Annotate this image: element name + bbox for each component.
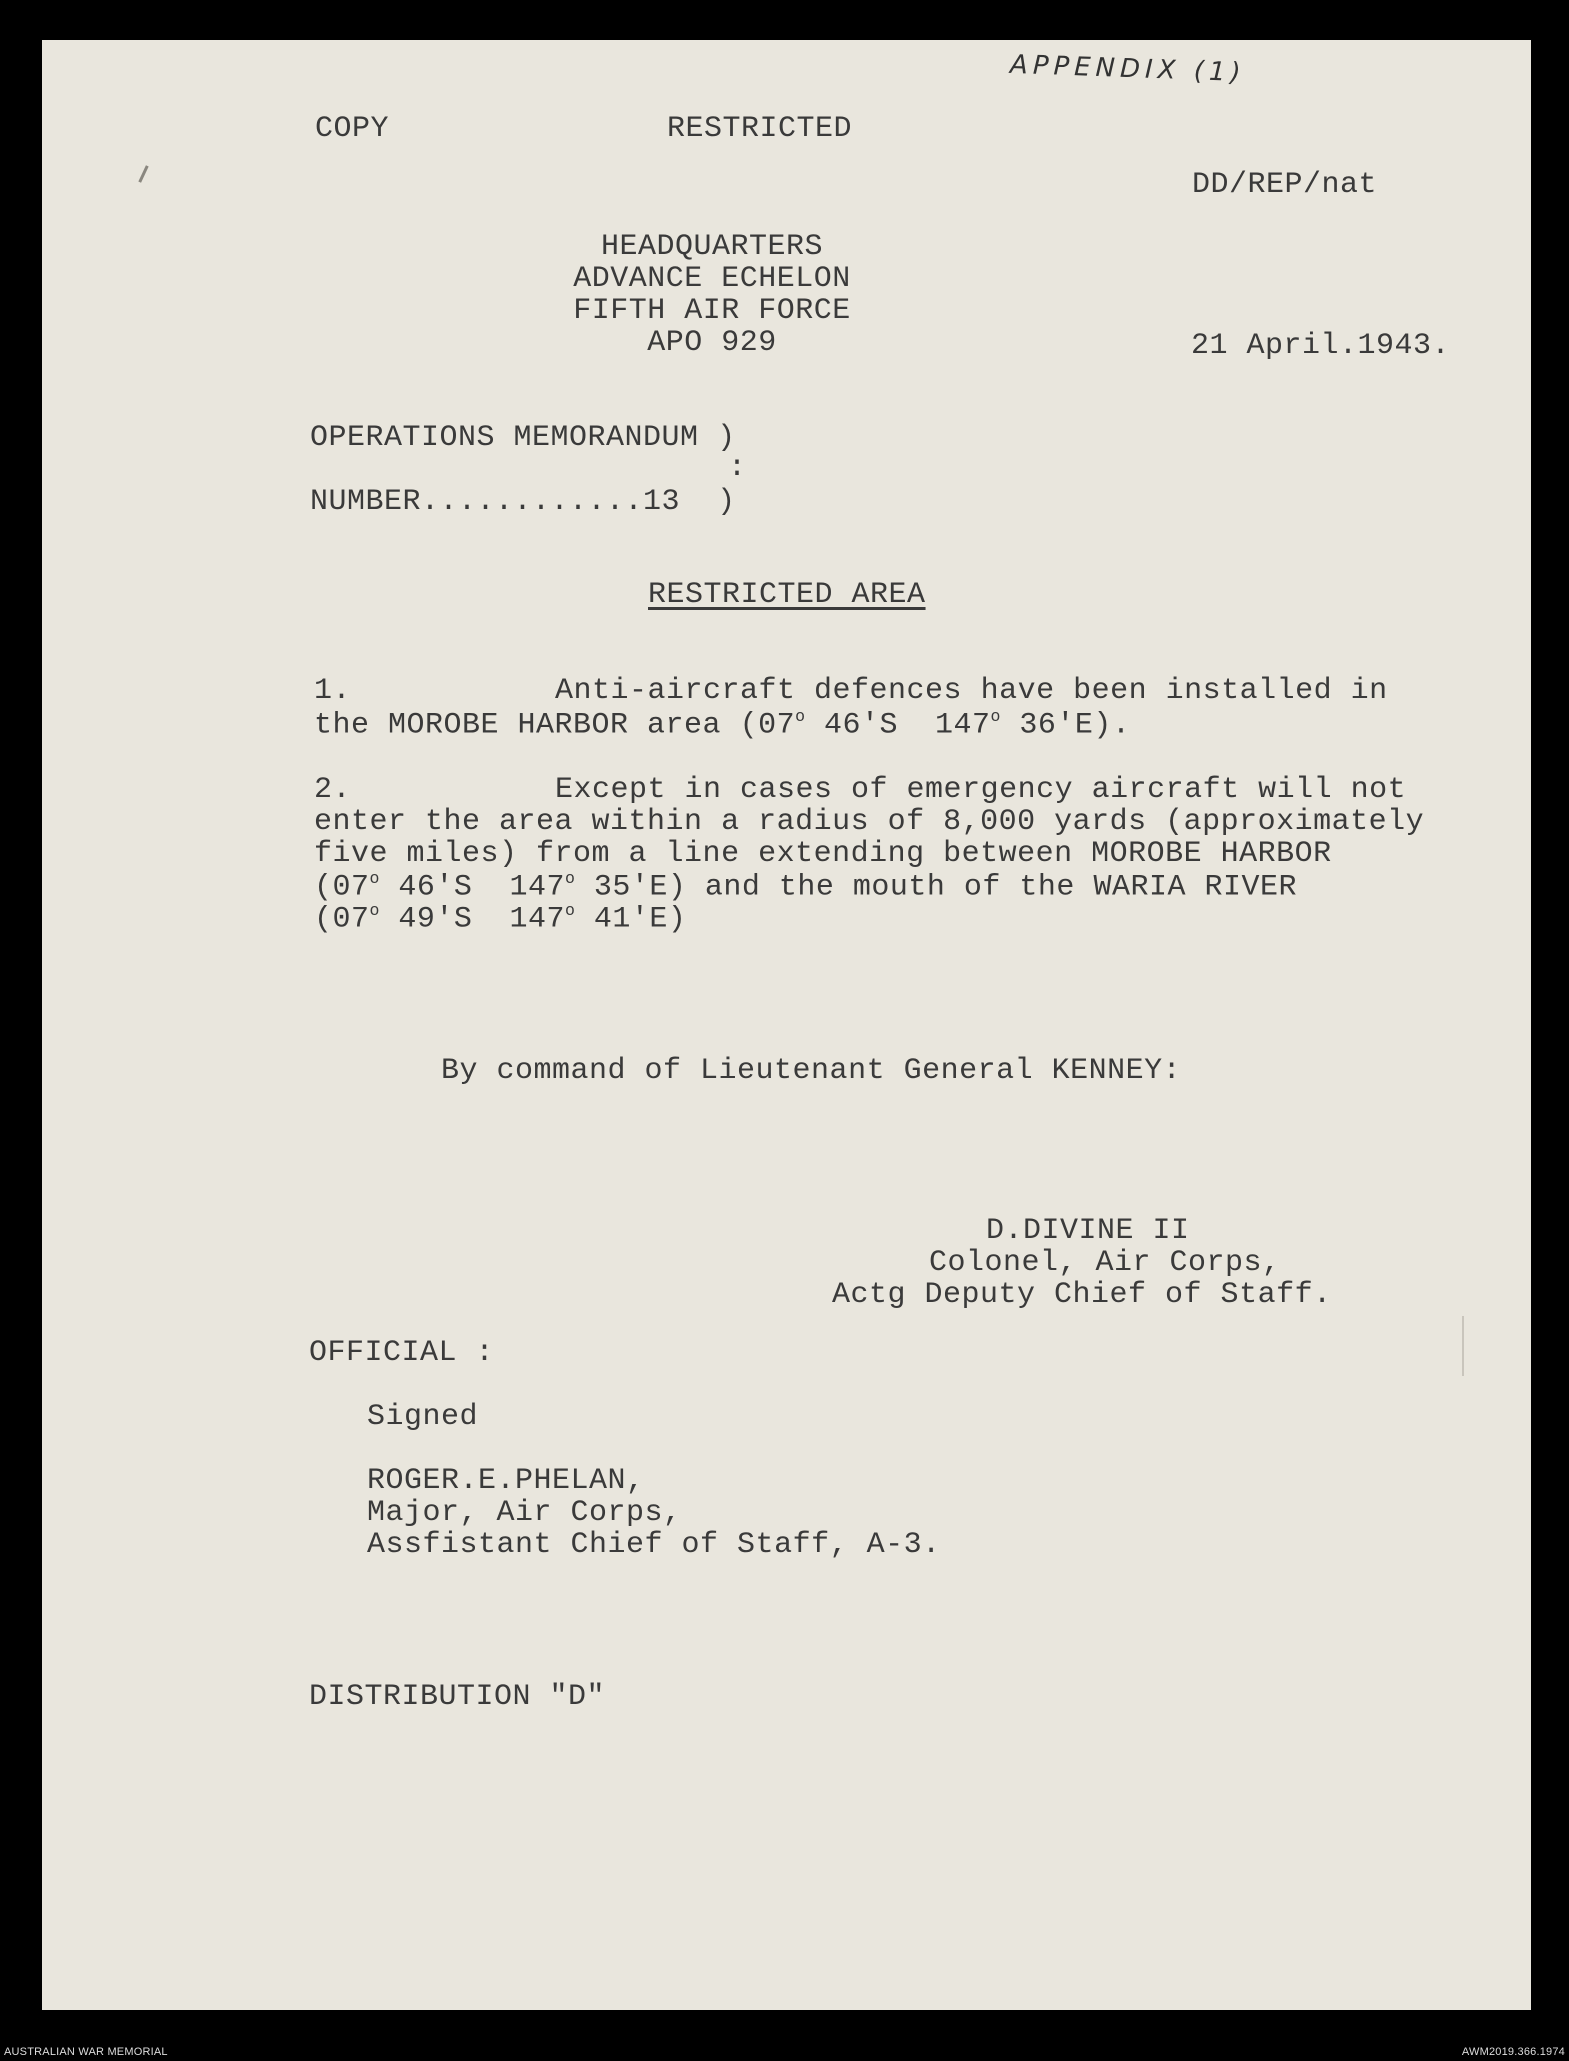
para2-line4: (07$^o$ 46'S 147$^o$ 35'E) and the mouth of the WARIA RIVER xyxy=(314,869,1297,905)
hq-line-3: FIFTH AIR FORCE xyxy=(573,294,851,328)
document-date: 21 April.1943. xyxy=(1191,329,1451,363)
subject-heading: RESTRICTED AREA xyxy=(648,578,926,612)
memo-colon: : xyxy=(728,451,747,485)
paper-mark xyxy=(138,165,148,183)
handwritten-appendix-note: APPENDIX (1) xyxy=(1009,49,1247,89)
para2-line3: five miles) from a line extending between MOROBE HARBOR xyxy=(314,837,1332,871)
command-line: By command of Lieutenant General KENNEY: xyxy=(441,1054,1182,1088)
reference-code: DD/REP/nat xyxy=(1192,168,1378,202)
copy-label: COPY xyxy=(315,112,390,146)
official-title: Assfistant Chief of Staff, A-3. xyxy=(367,1528,941,1562)
distribution-line: DISTRIBUTION "D" xyxy=(309,1680,606,1714)
signed-label: Signed xyxy=(367,1400,479,1434)
para1-line1: Anti-aircraft defences have been installed in xyxy=(555,674,1388,708)
footer-left-credit: AUSTRALIAN WAR MEMORIAL xyxy=(4,2046,168,2058)
hq-line-1: HEADQUARTERS xyxy=(600,230,824,264)
para2-number: 2. xyxy=(314,773,352,807)
para1-number: 1. xyxy=(314,674,352,708)
signatory-name: D.DIVINE II xyxy=(986,1214,1190,1248)
paper-crease xyxy=(1462,1316,1464,1376)
para2-line5: (07$^o$ 49'S 147$^o$ 41'E) xyxy=(314,901,687,937)
memo-number: NUMBER............13 ) xyxy=(310,485,736,519)
para2-line1: Except in cases of emergency aircraft will not xyxy=(555,773,1407,807)
memo-title: OPERATIONS MEMORANDUM ) xyxy=(310,421,736,455)
signatory-rank: Colonel, Air Corps, xyxy=(929,1246,1281,1280)
hq-line-2: ADVANCE ECHELON xyxy=(573,262,851,296)
para1-line2: the MOROBE HARBOR area (07$^o$ 46'S 147$^o$ 36'E). xyxy=(314,707,1131,743)
document-page xyxy=(42,40,1531,2010)
official-rank: Major, Air Corps, xyxy=(367,1496,682,1530)
official-name: ROGER.E.PHELAN, xyxy=(367,1464,645,1498)
official-label: OFFICIAL : xyxy=(309,1336,495,1370)
footer-right-reference: AWM2019.366.1974 xyxy=(1461,2046,1565,2058)
signatory-title: Actg Deputy Chief of Staff. xyxy=(832,1278,1332,1312)
para2-line2: enter the area within a radius of 8,000 yards (approximately xyxy=(314,805,1425,839)
hq-line-4: APO 929 xyxy=(647,326,777,360)
restricted-label: RESTRICTED xyxy=(667,112,853,146)
